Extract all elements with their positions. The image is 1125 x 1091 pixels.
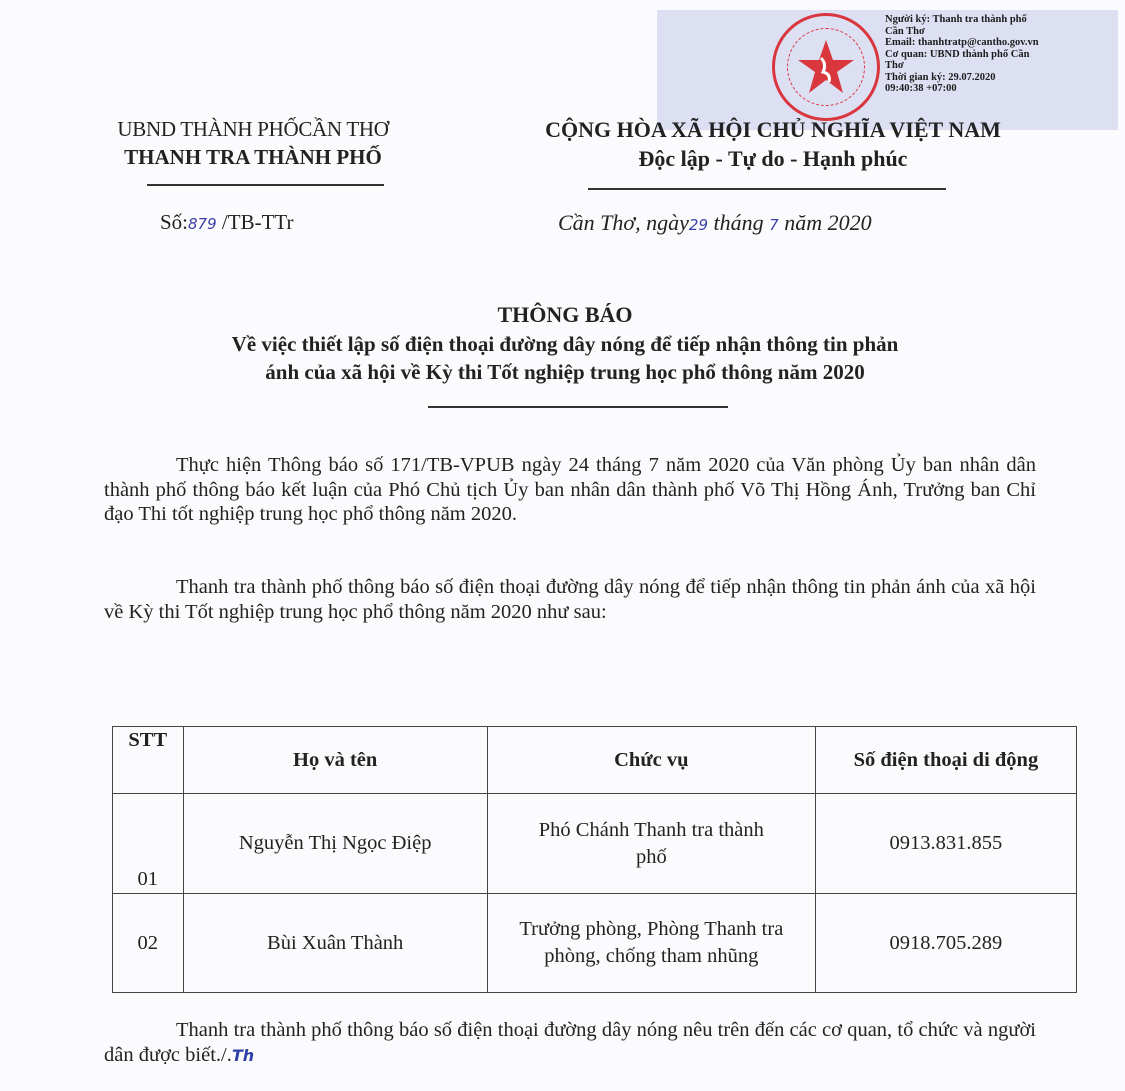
motto: Độc lập - Tự do - Hạnh phúc: [638, 146, 908, 171]
paragraph-3: Thanh tra thành phố thông báo số điện thoại đường dây nóng nêu trên đến các cơ quan, tổ chức và người dân được biết./.Th: [104, 1019, 1036, 1066]
table-row: 02 Bùi Xuân Thành Trưởng phòng, Phòng Thanh tra phòng, chống tham nhũng 0918.705.289: [113, 894, 1077, 993]
parent-organization: UBND THÀNH PHỐCẦN THƠ: [117, 117, 389, 141]
divider: [428, 406, 728, 408]
subject-line-2: ánh của xã hội về Kỳ thi Tốt nghiệp trung học phổ thông năm 2020: [265, 360, 865, 384]
col-stt: STT: [113, 727, 184, 794]
national-title: [478, 117, 1068, 172]
col-position: Chức vụ: [487, 727, 815, 794]
sign-time: Thời gian ký: 29.07.2020: [885, 71, 996, 83]
subject-line-1: Về việc thiết lập số điện thoại đường dây nóng để tiếp nhận thông tin phản: [231, 332, 899, 356]
handwritten-month: 7: [769, 216, 779, 234]
col-name: Họ và tên: [183, 727, 487, 794]
sign-time-cont: 09:40:38 +07:00: [885, 83, 957, 94]
paragraph-2: Thanh tra thành phố thông báo số điện thoại đường dây nóng để tiếp nhận thông tin phản ánh của xã hội về Kỳ thi Tốt nghiệp trung học phổ thông năm 2020 như sau:: [104, 576, 1036, 623]
official-seal-icon: [772, 13, 880, 121]
document-number: Số:879 /TB-TTr: [160, 210, 294, 234]
digital-signature-info: [885, 14, 1120, 95]
doc-type: THÔNG BÁO: [497, 302, 633, 327]
issuing-organization: [108, 117, 398, 170]
handwritten-number: 879: [188, 215, 217, 233]
signer-cont: Cần Thơ: [885, 25, 925, 37]
col-phone: Số điện thoại di động: [815, 727, 1076, 794]
divider: [147, 184, 384, 186]
signer-agency: Cơ quan: UBND thành phố Cần: [885, 48, 1030, 60]
organization-name: THANH TRA THÀNH PHỐ: [124, 145, 382, 169]
table-row: 01 Nguyễn Thị Ngọc Điệp Phó Chánh Thanh tra thành phố 0913.831.855: [113, 794, 1077, 894]
document-title: [100, 300, 1030, 386]
hotline-table: [112, 726, 1077, 993]
signer: Người ký: Thanh tra thành phố: [885, 14, 1027, 25]
paragraph-1: Thực hiện Thông báo số 171/TB-VPUB ngày 24 tháng 7 năm 2020 của Văn phòng Ủy ban nhân dân thành phố thông báo kết luận của Phó Chủ tịch Ủy ban nhân dân thành phố Võ Thị Hồng Ánh, Trưởng ban Chỉ đạo Thi tốt nghiệp trung học phổ thông năm 2020.: [104, 454, 1036, 525]
signer-email: Email: thanhtratp@cantho.gov.vn: [885, 37, 1039, 48]
place-date: Cần Thơ, ngày29 tháng 7 năm 2020: [558, 210, 872, 235]
signer-agency-cont: Thơ: [885, 60, 904, 71]
divider: [588, 188, 946, 190]
handwritten-day: 29: [688, 216, 709, 234]
nation-name: CỘNG HÒA XÃ HỘI CHỦ NGHĨA VIỆT NAM: [545, 117, 1001, 142]
handwritten-initials: Th: [231, 1045, 255, 1065]
table-header-row: [113, 727, 1077, 794]
